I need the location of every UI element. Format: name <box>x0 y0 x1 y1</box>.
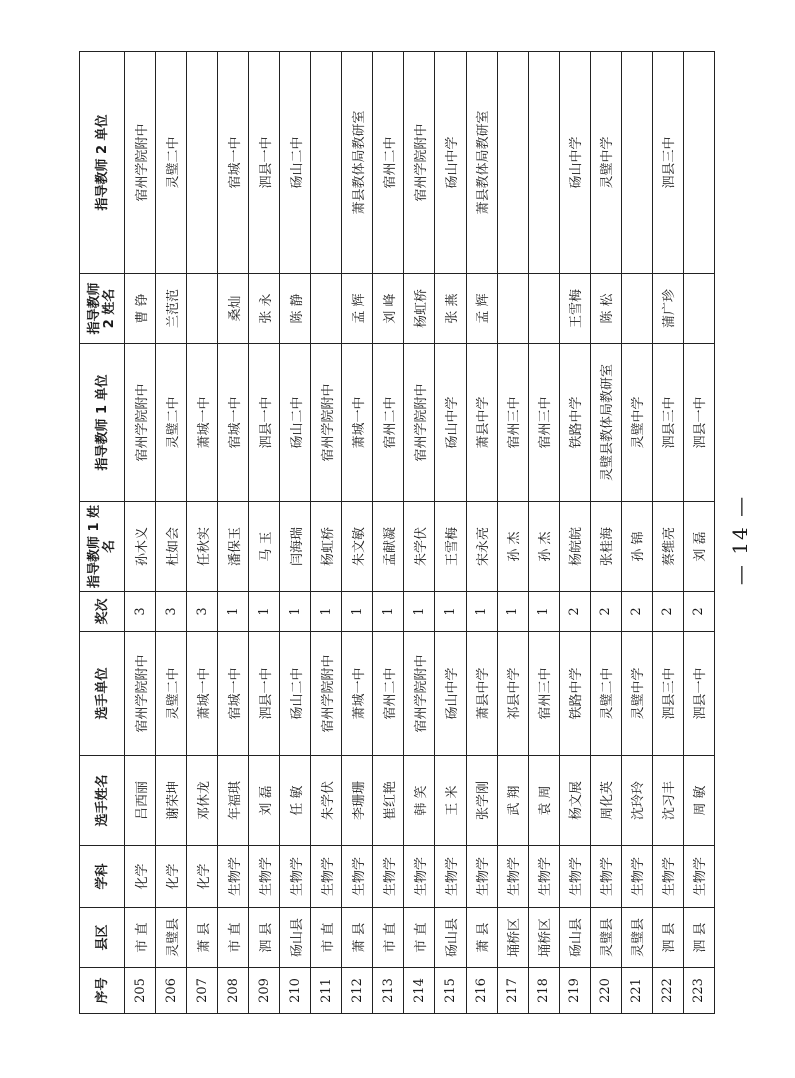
table-cell: 宿州学院附中 <box>311 632 342 756</box>
table-cell: 宿州学院附中 <box>404 344 435 502</box>
table-cell: 泗县三中 <box>652 632 683 756</box>
table-cell <box>497 274 528 344</box>
table-cell <box>497 52 528 274</box>
table-cell: 生物学 <box>373 846 404 908</box>
table-cell: 孙 锦 <box>621 502 652 592</box>
header-cell: 奖次 <box>80 592 125 632</box>
table-cell: 祁县中学 <box>497 632 528 756</box>
table-cell: 萧 县 <box>187 908 218 968</box>
table-cell: 宿州三中 <box>528 632 559 756</box>
table-cell: 210 <box>280 968 311 1014</box>
table-cell: 3 <box>156 592 187 632</box>
table-cell: 砀山中学 <box>435 344 466 502</box>
table-cell: 砀山二中 <box>280 344 311 502</box>
table-cell: 孟 辉 <box>466 274 497 344</box>
table-cell: 生物学 <box>218 846 249 908</box>
table-cell: 生物学 <box>404 846 435 908</box>
table-row <box>156 52 187 1014</box>
table-cell: 市 直 <box>218 908 249 968</box>
table-cell: 崔红艳 <box>373 756 404 846</box>
table-cell: 泗 县 <box>683 908 714 968</box>
table-cell: 218 <box>528 968 559 1014</box>
table-cell: 212 <box>342 968 373 1014</box>
table-cell: 萧县中学 <box>466 632 497 756</box>
table-cell: 灵璧县 <box>621 908 652 968</box>
table-cell: 生物学 <box>590 846 621 908</box>
table-cell: 砀山中学 <box>559 52 590 274</box>
table-cell <box>621 274 652 344</box>
page-number-wrap <box>630 494 795 586</box>
table-row <box>590 52 621 1014</box>
table-cell: 泗 县 <box>249 908 280 968</box>
table-cell: 刘 磊 <box>249 756 280 846</box>
table-cell: 砀山县 <box>280 908 311 968</box>
table-cell: 萧城一中 <box>342 344 373 502</box>
table-cell: 市 直 <box>373 908 404 968</box>
table-cell: 生物学 <box>652 846 683 908</box>
table-cell: 周 敏 <box>683 756 714 846</box>
table-cell: 灵璧县教体局教研室 <box>590 344 621 502</box>
table-cell: 铁路中学 <box>559 344 590 502</box>
table-cell: 宿州学院附中 <box>404 632 435 756</box>
table-cell: 刘 峰 <box>373 274 404 344</box>
table-cell: 市 直 <box>404 908 435 968</box>
table-cell: 孙木义 <box>125 502 156 592</box>
table-cell: 宿州三中 <box>528 344 559 502</box>
table-cell: 209 <box>249 968 280 1014</box>
table-cell: 217 <box>497 968 528 1014</box>
header-cell: 县区 <box>80 908 125 968</box>
table-cell: 孙 杰 <box>528 502 559 592</box>
table-cell: 宿州学院附中 <box>311 344 342 502</box>
table-row <box>218 52 249 1014</box>
table-cell: 216 <box>466 968 497 1014</box>
table-cell: 市 直 <box>125 908 156 968</box>
table-cell: 生物学 <box>683 846 714 908</box>
table-cell: 吕西丽 <box>125 756 156 846</box>
table-cell <box>528 274 559 344</box>
table-cell: 灵璧中学 <box>621 344 652 502</box>
table-cell: 2 <box>683 592 714 632</box>
table-cell: 生物学 <box>249 846 280 908</box>
table-cell: 生物学 <box>528 846 559 908</box>
table-row <box>125 52 156 1014</box>
table-cell: 砀山中学 <box>435 632 466 756</box>
table-cell: 杨虹桥 <box>311 502 342 592</box>
table-cell: 宿州学院附中 <box>125 344 156 502</box>
table-cell: 1 <box>497 592 528 632</box>
table-cell: 215 <box>435 968 466 1014</box>
table-cell: 灵璧二中 <box>156 52 187 274</box>
table-cell: 2 <box>621 592 652 632</box>
table-cell: 孙 杰 <box>497 502 528 592</box>
table-cell: 3 <box>187 592 218 632</box>
table-row <box>311 52 342 1014</box>
table-cell: 宿州学院附中 <box>404 52 435 274</box>
table-header-row <box>80 52 125 1014</box>
table-cell: 泗县一中 <box>249 52 280 274</box>
table-cell: 陈 静 <box>280 274 311 344</box>
table-cell: 213 <box>373 968 404 1014</box>
table-cell: 1 <box>311 592 342 632</box>
table-cell: 3 <box>125 592 156 632</box>
table-cell: 1 <box>249 592 280 632</box>
table-cell: 211 <box>311 968 342 1014</box>
table-cell: 灵璧中学 <box>590 52 621 274</box>
table-cell: 韩 笑 <box>404 756 435 846</box>
table-cell: 214 <box>404 968 435 1014</box>
table-row <box>187 52 218 1014</box>
table-cell: 泗 县 <box>652 908 683 968</box>
table-cell: 张 永 <box>249 274 280 344</box>
table-cell: 灵璧二中 <box>156 344 187 502</box>
table-cell: 生物学 <box>342 846 373 908</box>
rotated-page <box>79 52 715 1014</box>
table-cell <box>621 52 652 274</box>
table-cell: 1 <box>528 592 559 632</box>
table-cell: 灵璧二中 <box>156 632 187 756</box>
table-cell: 杨皖皖 <box>559 502 590 592</box>
table-cell: 孟献凝 <box>373 502 404 592</box>
table-cell: 萧城一中 <box>187 632 218 756</box>
awards-table <box>79 51 715 1014</box>
table-cell: 化学 <box>187 846 218 908</box>
table-cell: 灵璧中学 <box>621 632 652 756</box>
table-cell: 1 <box>280 592 311 632</box>
table-cell: 207 <box>187 968 218 1014</box>
table-cell: 生物学 <box>311 846 342 908</box>
table-cell <box>187 274 218 344</box>
table-cell: 宿州学院附中 <box>125 632 156 756</box>
table-cell: 王 米 <box>435 756 466 846</box>
table-cell: 砀山中学 <box>435 52 466 274</box>
table-cell: 张学刚 <box>466 756 497 846</box>
table-cell: 萧县教体局教研室 <box>466 52 497 274</box>
table-row <box>559 52 590 1014</box>
table-cell <box>187 52 218 274</box>
table-cell: 陈 松 <box>590 274 621 344</box>
table-cell: 孟 辉 <box>342 274 373 344</box>
table-row <box>342 52 373 1014</box>
table-cell: 生物学 <box>559 846 590 908</box>
table-row <box>404 52 435 1014</box>
table-cell: 袁 周 <box>528 756 559 846</box>
table-cell: 潘保玉 <box>218 502 249 592</box>
table-cell: 萧 县 <box>466 908 497 968</box>
table-cell: 宿州三中 <box>497 344 528 502</box>
table-cell <box>683 274 714 344</box>
table-cell: 王雪梅 <box>559 274 590 344</box>
table-cell <box>311 274 342 344</box>
table-cell: 宿城一中 <box>218 52 249 274</box>
table-cell: 邓休龙 <box>187 756 218 846</box>
table-cell: 1 <box>218 592 249 632</box>
table-row <box>497 52 528 1014</box>
table-body <box>125 52 715 1014</box>
table-cell: 埇桥区 <box>528 908 559 968</box>
table-cell: 宿州二中 <box>373 632 404 756</box>
table-cell: 砀山县 <box>435 908 466 968</box>
table-cell: 砀山县 <box>559 908 590 968</box>
table-cell: 泗县一中 <box>683 344 714 502</box>
table-cell: 蔡维亮 <box>652 502 683 592</box>
table-cell: 灵璧县 <box>590 908 621 968</box>
table-cell: 沈玲玲 <box>621 756 652 846</box>
table-cell <box>683 52 714 274</box>
table-cell: 化学 <box>125 846 156 908</box>
table-cell: 208 <box>218 968 249 1014</box>
table-cell: 1 <box>342 592 373 632</box>
table-cell: 朱文敏 <box>342 502 373 592</box>
header-cell: 指导教师 1 姓名 <box>80 502 125 592</box>
table-cell: 杜如会 <box>156 502 187 592</box>
table-row <box>249 52 280 1014</box>
table-cell: 生物学 <box>621 846 652 908</box>
table-cell: 宿城一中 <box>218 632 249 756</box>
table-cell: 桑灿 <box>218 274 249 344</box>
table-cell: 蒲广珍 <box>652 274 683 344</box>
table-cell <box>311 52 342 274</box>
table-row <box>466 52 497 1014</box>
table-cell: 222 <box>652 968 683 1014</box>
table-cell: 灵璧县 <box>156 908 187 968</box>
table-cell: 2 <box>590 592 621 632</box>
table-cell: 生物学 <box>280 846 311 908</box>
table-cell: 219 <box>559 968 590 1014</box>
table-cell: 埇桥区 <box>497 908 528 968</box>
table-cell: 泗县一中 <box>683 632 714 756</box>
header-cell: 选手姓名 <box>80 756 125 846</box>
table-cell: 杨虹桥 <box>404 274 435 344</box>
table-cell: 张 燕 <box>435 274 466 344</box>
table-cell: 萧城一中 <box>187 344 218 502</box>
table-cell: 兰范范 <box>156 274 187 344</box>
table-cell: 张桂海 <box>590 502 621 592</box>
table-cell: 萧 县 <box>342 908 373 968</box>
table-cell: 化学 <box>156 846 187 908</box>
table-cell: 刘 磊 <box>683 502 714 592</box>
table-cell: 220 <box>590 968 621 1014</box>
table-cell: 泗县三中 <box>652 52 683 274</box>
table-cell: 萧城一中 <box>342 632 373 756</box>
table-cell <box>528 52 559 274</box>
table-cell: 朱学伏 <box>311 756 342 846</box>
table-row <box>373 52 404 1014</box>
table-cell: 砀山二中 <box>280 52 311 274</box>
table-cell: 206 <box>156 968 187 1014</box>
header-cell: 指导教师 2 姓名 <box>80 274 125 344</box>
table-cell: 朱学伏 <box>404 502 435 592</box>
table-cell: 杨文展 <box>559 756 590 846</box>
header-cell: 指导教师 2 单位 <box>80 52 125 274</box>
table-cell: 萧县中学 <box>466 344 497 502</box>
table-cell: 年福琪 <box>218 756 249 846</box>
table-cell: 宋永亮 <box>466 502 497 592</box>
table-cell: 砀山二中 <box>280 632 311 756</box>
table-cell: 1 <box>466 592 497 632</box>
table-cell: 宿州二中 <box>373 344 404 502</box>
table-cell: 周化英 <box>590 756 621 846</box>
table-cell: 闫海瑞 <box>280 502 311 592</box>
table-cell: 马 玉 <box>249 502 280 592</box>
header-cell: 指导教师 1 单位 <box>80 344 125 502</box>
table-cell: 泗县一中 <box>249 632 280 756</box>
table-cell: 谢荣坤 <box>156 756 187 846</box>
table-cell: 泗县三中 <box>652 344 683 502</box>
table-cell: 223 <box>683 968 714 1014</box>
table-row <box>280 52 311 1014</box>
table-cell: 宿城一中 <box>218 344 249 502</box>
table-cell: 2 <box>559 592 590 632</box>
table-cell: 宿州学院附中 <box>125 52 156 274</box>
table-cell: 生物学 <box>435 846 466 908</box>
table-cell: 李珊珊 <box>342 756 373 846</box>
table-cell: 泗县一中 <box>249 344 280 502</box>
table-cell: 武 翔 <box>497 756 528 846</box>
header-cell: 选手单位 <box>80 632 125 756</box>
table-cell: 生物学 <box>497 846 528 908</box>
table-row <box>528 52 559 1014</box>
table-row <box>435 52 466 1014</box>
table-cell: 任秋实 <box>187 502 218 592</box>
header-cell: 序号 <box>80 968 125 1014</box>
table-cell: 市 直 <box>311 908 342 968</box>
table-cell: 生物学 <box>466 846 497 908</box>
table-cell: 萧县教体局教研室 <box>342 52 373 274</box>
table-cell: 灵璧二中 <box>590 632 621 756</box>
table-cell: 铁路中学 <box>559 632 590 756</box>
table-cell: 221 <box>621 968 652 1014</box>
table-cell: 曹 铮 <box>125 274 156 344</box>
table-cell: 1 <box>373 592 404 632</box>
table-cell: 沈习丰 <box>652 756 683 846</box>
page-number: — 14 — <box>728 494 752 586</box>
table-cell: 1 <box>435 592 466 632</box>
table-cell: 王雪梅 <box>435 502 466 592</box>
table-cell: 1 <box>404 592 435 632</box>
table-cell: 2 <box>652 592 683 632</box>
table-cell: 任 敏 <box>280 756 311 846</box>
header-cell: 学科 <box>80 846 125 908</box>
table-cell: 205 <box>125 968 156 1014</box>
table-cell: 宿州二中 <box>373 52 404 274</box>
